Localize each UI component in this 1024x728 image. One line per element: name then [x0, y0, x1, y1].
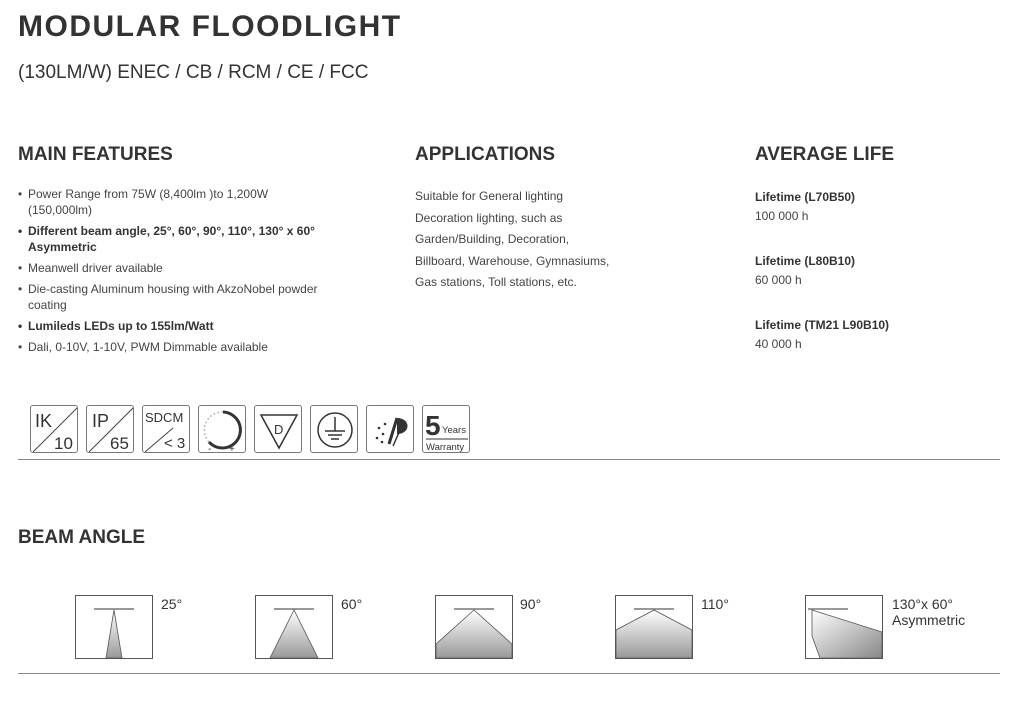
- lifetime-label: Lifetime (L80B10): [755, 254, 856, 268]
- beam-asymmetric-sub: Asymmetric: [892, 612, 966, 628]
- lifetime-value: 40 000 h: [755, 337, 802, 351]
- ip65-icon: [86, 405, 134, 453]
- d-mark-icon: [254, 405, 302, 453]
- lifetime-label: Lifetime (TM21 L90B10): [755, 318, 890, 332]
- main-features-list: [18, 186, 318, 360]
- feature-item: • Lumileds LEDs up to 155lm/Watt: [18, 318, 318, 334]
- warranty-years: Years: [442, 425, 466, 436]
- feature-item: • Meanwell driver available: [18, 260, 318, 276]
- bottom-divider-line: [18, 673, 1000, 674]
- feature-item: • Power Range from 75W (8,400lm )to 1,200W (150,000lm): [18, 186, 318, 218]
- sdcm-icon: [142, 405, 190, 453]
- lifetime-value: 100 000 h: [755, 209, 809, 223]
- warranty-word: Warranty: [426, 442, 465, 453]
- led-light-icon: [366, 405, 414, 453]
- main-features-heading: MAIN FEATURES: [18, 144, 173, 165]
- beam-60-diagram: [255, 595, 333, 659]
- feature-item: • Die-casting Aluminum housing with AkzoNobel powder coating: [18, 281, 318, 313]
- beam-60-label: 60°: [341, 596, 363, 612]
- beam-asymmetric-angle: 130°x 60°: [892, 596, 954, 612]
- applications-line: Gas stations, Toll stations, etc.: [415, 275, 577, 289]
- beam-asymmetric-label: [892, 596, 965, 628]
- beam-25-diagram: [75, 595, 153, 659]
- earth-ground-icon: [310, 405, 358, 453]
- beam-110-label: 110°: [701, 596, 729, 612]
- product-subtitle: (130LM/W) ENEC / CB / RCM / CE / FCC: [18, 62, 369, 83]
- feature-item: • Different beam angle, 25°, 60°, 90°, 110°, 130° x 60° Asymmetric: [18, 223, 318, 255]
- warranty-icon: [422, 405, 470, 453]
- feature-item: • Dali, 0-10V, 1-10V, PWM Dimmable available: [18, 339, 318, 355]
- ik10-icon: [30, 405, 78, 453]
- beam-90-diagram: [435, 595, 513, 659]
- lifetime-label: Lifetime (L70B50): [755, 190, 856, 204]
- d-mark-text: D: [274, 422, 284, 437]
- lifetime-value: 60 000 h: [755, 273, 802, 287]
- applications-line: Suitable for General lighting: [415, 189, 564, 203]
- certification-icons: [30, 405, 470, 453]
- divider-line: [18, 459, 1000, 460]
- ip-bottom-text: 65: [110, 434, 129, 453]
- beam-asymmetric-diagram: [805, 595, 883, 659]
- lifetime-entry: [755, 318, 975, 351]
- beam-90-label: 90°: [520, 596, 542, 612]
- ik-top-text: IK: [35, 411, 53, 431]
- lifetime-entry: [755, 190, 975, 223]
- applications-text: [415, 186, 655, 294]
- sdcm-bottom-text: < 3: [164, 435, 186, 452]
- lifetime-entry: [755, 254, 975, 287]
- beam-25-label: 25°: [161, 596, 183, 612]
- ip-top-text: IP: [92, 411, 110, 431]
- dimmable-icon: [198, 405, 246, 453]
- applications-line: Decoration lighting, such as: [415, 210, 563, 225]
- dim-minus: -: [208, 444, 212, 454]
- beam-angle-heading: BEAM ANGLE: [18, 527, 146, 548]
- applications-line: Billboard, Warehouse, Gymnasiums,: [415, 253, 610, 268]
- beam-110-diagram: [615, 595, 693, 659]
- warranty-number: 5: [425, 410, 441, 441]
- ik-bottom-text: 10: [54, 434, 73, 453]
- applications-line: Garden/Building, Decoration,: [415, 232, 570, 246]
- average-life-heading: AVERAGE LIFE: [755, 144, 894, 165]
- dim-plus: +: [229, 444, 235, 454]
- sdcm-top-text: SDCM: [145, 410, 184, 425]
- product-title: MODULAR FLOODLIGHT: [18, 10, 402, 43]
- applications-heading: APPLICATIONS: [415, 144, 556, 165]
